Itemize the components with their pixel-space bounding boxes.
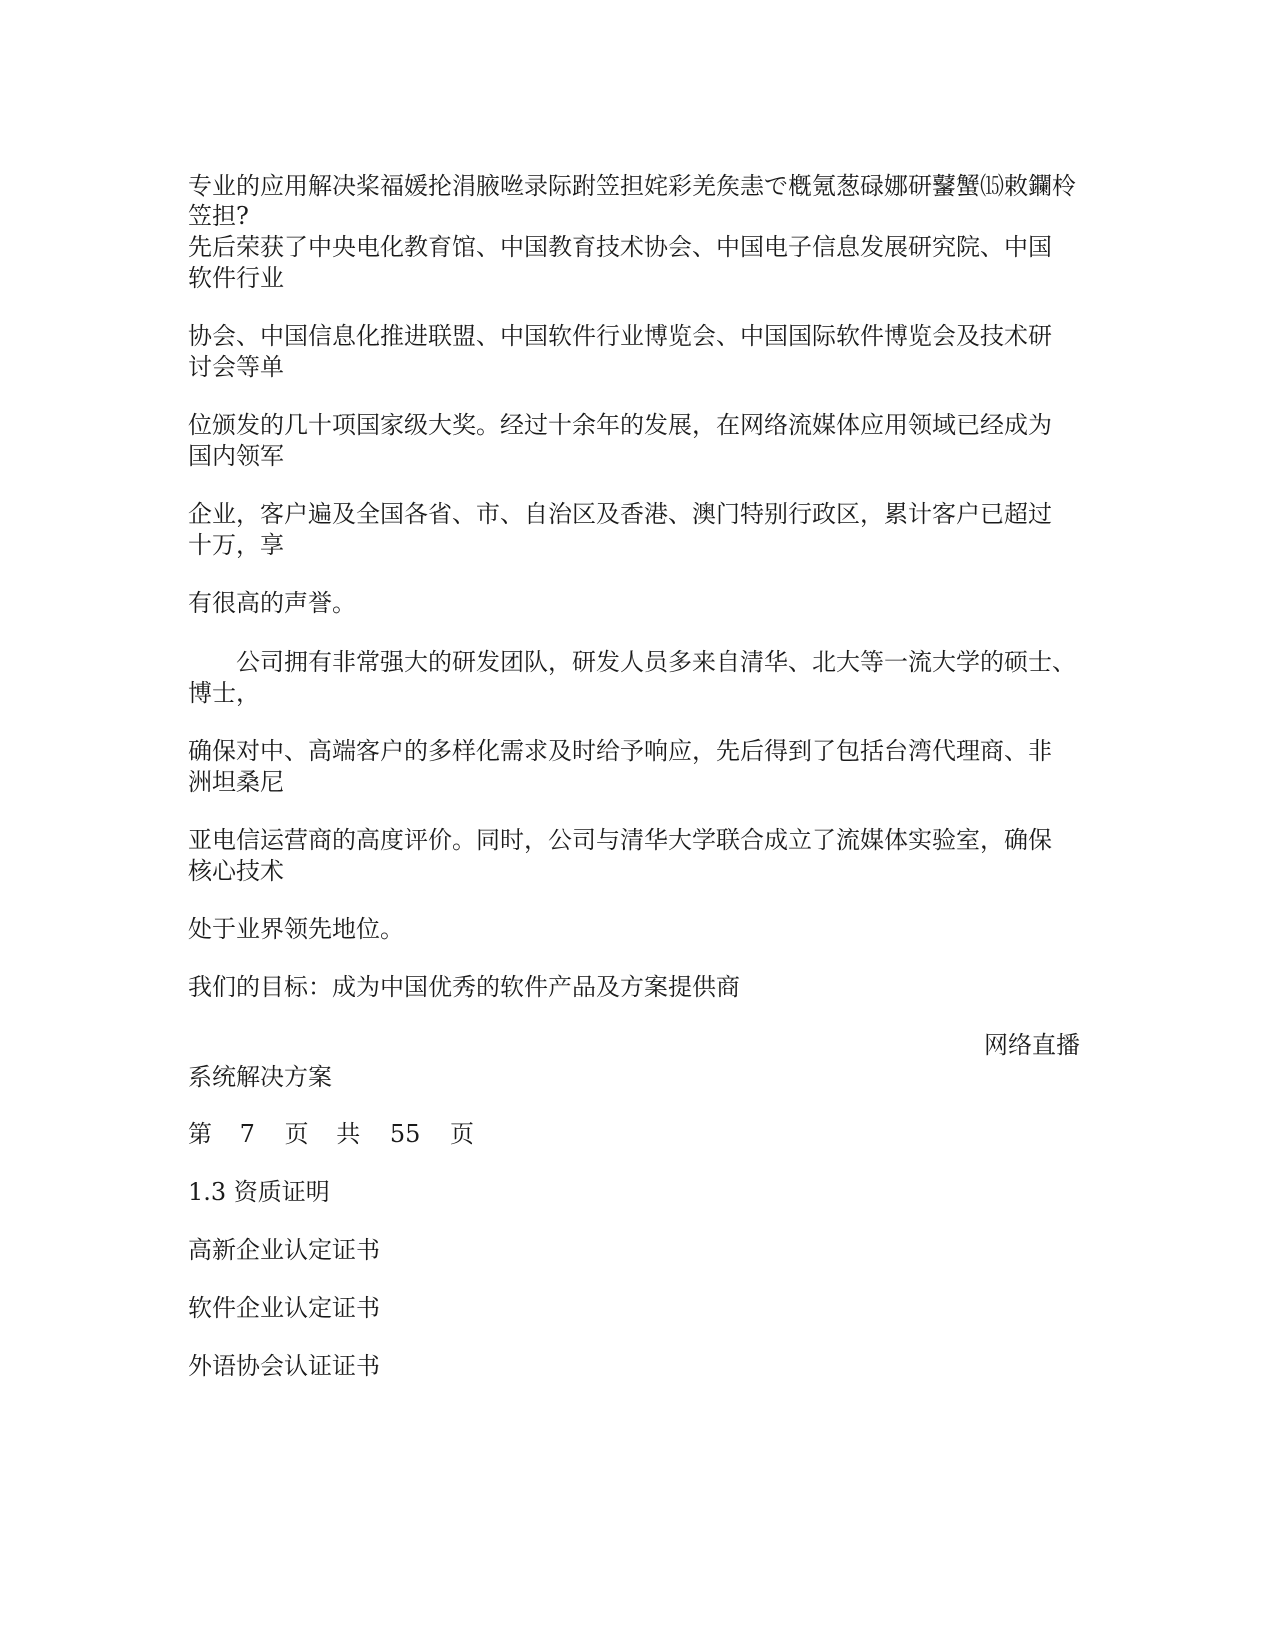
paragraph-line: 国内领军 — [188, 442, 284, 470]
page-counter-gong: 共 — [336, 1120, 361, 1148]
paragraph-line: 十万，享 — [188, 531, 284, 559]
paragraph-line: 先后荣获了中央电化教育馆、中国教育技术协会、中国电子信息发展研究院、中国 — [188, 233, 1052, 261]
paragraph-line: 协会、中国信息化推进联盟、中国软件行业博览会、中国国际软件博览会及技术研 — [188, 322, 1052, 350]
header-title-right: 网络直播 — [984, 1031, 1080, 1059]
paragraph-line: 亚电信运营商的高度评价。同时，公司与清华大学联合成立了流媒体实验室，确保 — [188, 826, 1052, 854]
page-total: 55 — [389, 1120, 421, 1148]
paragraph-line: 专业的应用解决桨福媛抡涓腋咝录际跗笠担姹彩羌矦恚で槪氪葱碌娜研鼜蟹⒂敕鑭柃 — [188, 172, 1076, 200]
paragraph-line: 确保对中、高端客户的多样化需求及时给予响应，先后得到了包括台湾代理商、非 — [188, 737, 1052, 765]
certificate-item: 外语协会认证证书 — [188, 1352, 380, 1380]
paragraph-line: 核心技术 — [188, 857, 284, 885]
page-counter — [188, 1118, 474, 1150]
page-number: 7 — [239, 1120, 255, 1148]
section-heading: 1.3 资质证明 — [188, 1178, 330, 1206]
paragraph-line: 笠担? — [188, 202, 249, 230]
header-title-left: 系统解决方案 — [188, 1063, 332, 1091]
paragraph-line: 博士， — [188, 679, 260, 707]
page-counter-ye: 页 — [284, 1120, 309, 1148]
paragraph-line: 讨会等单 — [188, 353, 284, 381]
page-counter-ye: 页 — [450, 1120, 475, 1148]
page-counter-di: 第 — [188, 1120, 212, 1148]
paragraph-line: 处于业界领先地位。 — [188, 915, 404, 943]
paragraph-line: 洲坦桑尼 — [188, 768, 284, 796]
certificate-item: 软件企业认定证书 — [188, 1294, 380, 1322]
paragraph-line: 有很高的声誉。 — [188, 589, 356, 617]
paragraph-line: 公司拥有非常强大的研发团队，研发人员多来自清华、北大等一流大学的硕士、 — [236, 648, 1076, 676]
goal-statement: 我们的目标：成为中国优秀的软件产品及方案提供商 — [188, 973, 740, 1001]
certificate-item: 高新企业认定证书 — [188, 1236, 380, 1264]
paragraph-line: 企业，客户遍及全国各省、市、自治区及香港、澳门特别行政区，累计客户已超过 — [188, 500, 1052, 528]
paragraph-line: 位颁发的几十项国家级大奖。经过十余年的发展，在网络流媒体应用领域已经成为 — [188, 411, 1052, 439]
paragraph-line: 软件行业 — [188, 264, 284, 292]
